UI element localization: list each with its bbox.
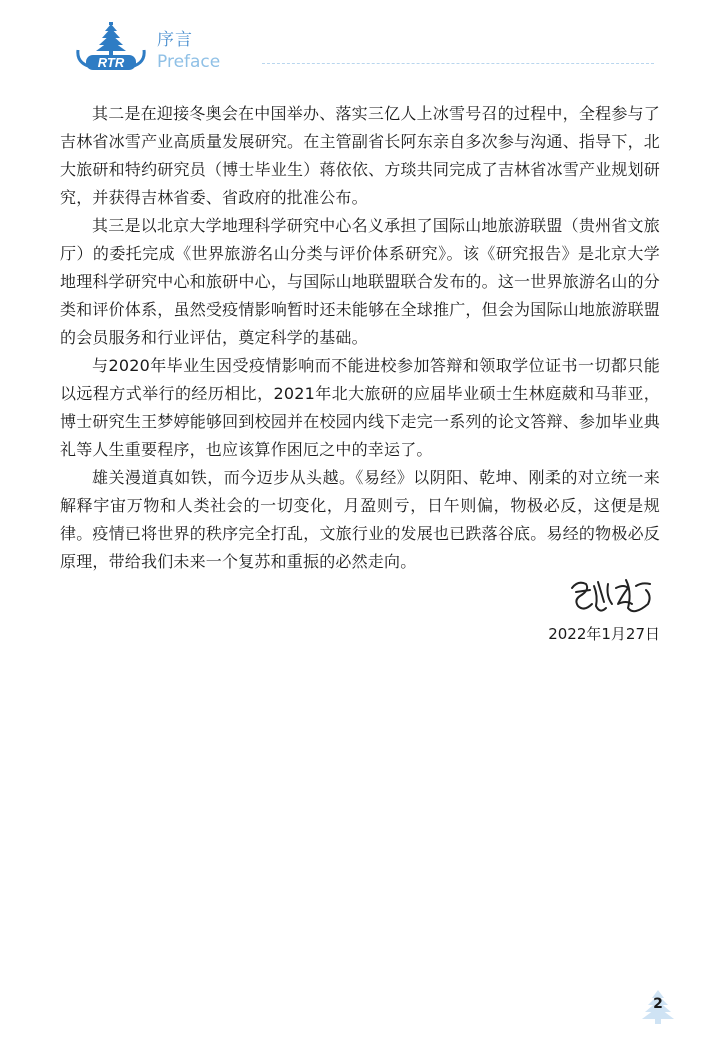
paragraph-1: 其二是在迎接冬奥会在中国举办、落实三亿人上冰雪号召的过程中，全程参与了吉林省冰雪产业高质量发展研究。在主管副省长阿东亲自多次参与沟通、指导下，北大旅研和特约研究员（博士毕业生）蒋依依、方琰共同完成了吉林省冰雪产业规划研究，并获得吉林省委、省政府的批准公布。 <box>60 104 660 207</box>
rtr-logo <box>72 22 152 74</box>
paragraph-4: 雄关漫道真如铁，而今迈步从头越。《易经》以阴阳、乾坤、刚柔的对立统一来解释宇宙万物和人类社会的一切变化，月盈则亏，日午则偏，物极必反，这便是规律。疫情已将世界的秩序完全打乱，文旅行业的发展也已跌落谷底。易经的物极必反原理，带给我们未来一个复苏和重振的必然走向。 <box>60 468 660 571</box>
handwritten-signature <box>566 574 658 620</box>
page-header <box>0 0 720 80</box>
header-divider <box>262 63 654 64</box>
header-title-block <box>157 30 220 73</box>
page-number: 2 <box>653 996 663 1012</box>
logo-text: RTR <box>97 55 125 70</box>
date: 2022年1月27日 <box>548 625 660 643</box>
body-text <box>60 100 660 576</box>
page-number-marker <box>640 990 676 1026</box>
title-english: Preface <box>157 52 221 72</box>
paragraph-2: 其三是以北京大学地理科学研究中心名义承担了国际山地旅游联盟（贵州省文旅厅）的委托完成《世界旅游名山分类与评价体系研究》。该《研究报告》是北京大学地理科学研究中心和旅研中心，与国际山地联盟联合发布的。这一世界旅游名山的分类和评价体系，虽然受疫情影响暂时还未能够在全球推广，但会为国际山地旅游联盟的会员服务和行业评估，奠定科学的基础。 <box>60 216 660 347</box>
title-chinese: 序言 <box>157 30 193 50</box>
paragraph-3: 与2020年毕业生因受疫情影响而不能进校参加答辩和领取学位证书一切都只能以远程方式举行的经历相比，2021年北大旅研的应届毕业硕士生林庭葳和马菲亚，博士研究生王梦婷能够回到校园并在校园内线下走完一系列的论文答辩、参加毕业典礼等人生重要程序，也应该算作困厄之中的幸运了。 <box>60 356 660 459</box>
tree-icon <box>96 22 126 56</box>
